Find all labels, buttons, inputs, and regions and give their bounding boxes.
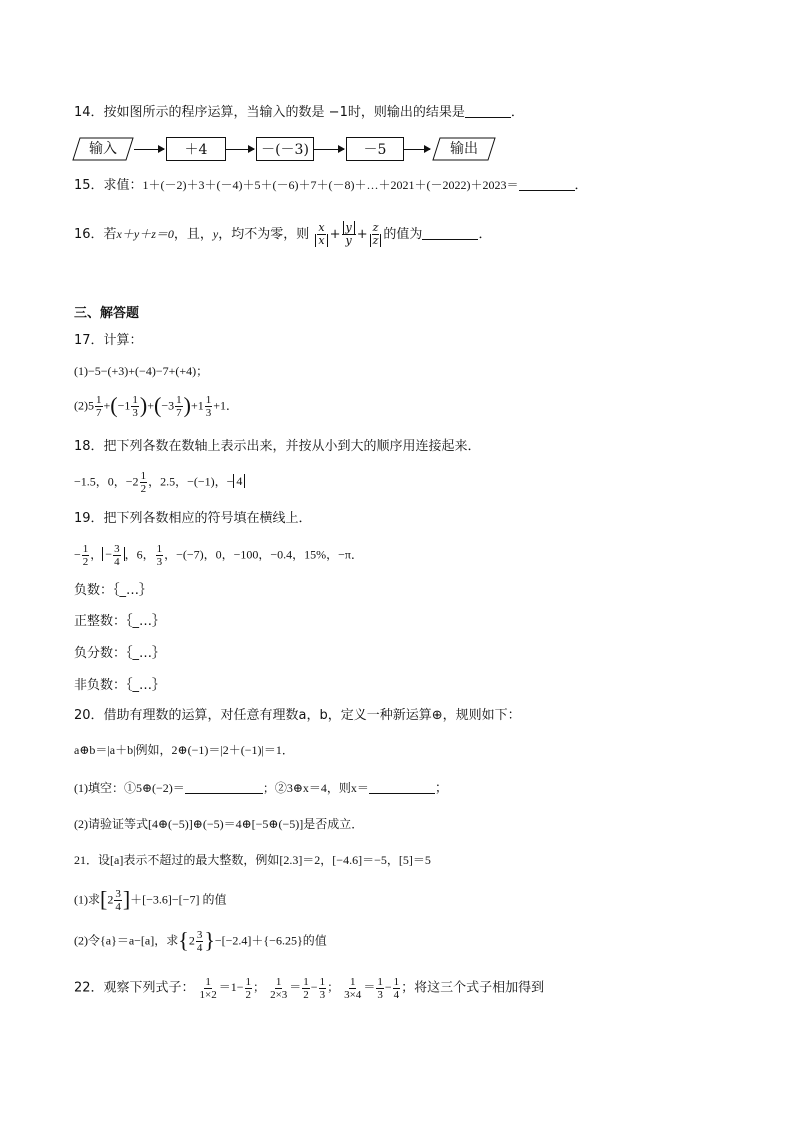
frac-x-absx: $\frac{x}{x}$ [314, 222, 328, 247]
set-non-negative: 非负数：｛_…｝ [74, 678, 166, 693]
q17-title: 17．计算： [74, 333, 143, 348]
q20-title: 20．借助有理数的运算，对任意有理数a，b，定义一种新运算⊕，规则如下： [74, 708, 521, 723]
q20-part1: (1)填空：①5⊕(−2)＝ ；②3⊕x＝4，则x＝ ； [74, 781, 448, 796]
flow-step-minus-neg3: －(－3) [256, 137, 314, 161]
q20-part2: (2)请验证等式[4⊕(−5)]⊕(−5)＝4⊕[−5⊕(−5)]是否成立． [74, 817, 364, 831]
q14-blank[interactable] [465, 104, 511, 118]
flow-step-plus4: ＋4 [166, 137, 226, 161]
q17-part2: (2)5 $\frac{1}{7}$ +(−1 $\frac{1}{3}$ )+(−3 $\frac{1}{7}$ )+1 $\frac{1}{3}$ +1． [74, 392, 239, 419]
set-positive-integer: 正整数：｛_…｝ [74, 614, 166, 629]
q18-numbers: −1.5，0，−2 $\frac{1}{2}$ ，2.5，−(−1)，− 4 [74, 470, 245, 495]
q16-text: 16．若x＋y＋z＝0，且，y，均不为零，则 $\frac{x}{x}$ + $\frac{y}{y}$ + $\frac{z}{z}$ 的值为 ． [74, 221, 492, 247]
q15-text: 15．求值：1＋(－2)＋3＋(－4)＋5＋(－6)＋7＋(－8)＋…＋2021＋(－2022)＋2023＝ ． [74, 178, 588, 193]
q22-text: 22．观察下列式子： $\frac{1}{1\times 2}$ ＝1− $\frac{1}{2}$ ； $\frac{1}{2\times 3}$ ＝ $\frac{1}{2}$ − $\frac{1}{3}$ ； $\frac{1}{3\times 4}$ ＝ $\frac{1}{3}$ − $\frac{1}{4}$ ；将这三个式子相加得到 [74, 976, 545, 1001]
q21-title: 21．设[a]表示不超过的最大整数，例如[2.3]＝2，[−4.6]＝−5，[5]＝5 [74, 853, 431, 867]
q14-text: 14．按如图所示的程序运算，当输入的数是 −1时，则输出的结果是 ． [74, 105, 524, 120]
q21-part1: (1)求[2 $\frac{3}{4}$ ]＋[−3.6]−[−7] 的值 [74, 886, 227, 913]
q19-numbers: − $\frac{1}{2}$ ， − $\frac{3}{4}$ ，6， $\frac{1}{3}$ ，−(−7)，0，−100，−0.4，15%，−π． [74, 543, 363, 568]
set-negative-fraction: 负分数：｛_…｝ [74, 646, 166, 661]
flow-arrow-2 [226, 149, 254, 150]
q21-part2: (2)令{a}＝a−[a]，求{2 $\frac{3}{4}$ }−[−2.4]＋{−6.25}的值 [74, 927, 327, 954]
flow-input: 输入 [72, 137, 134, 159]
flow-arrow-1 [134, 149, 164, 150]
flow-step-minus5: －5 [346, 137, 404, 161]
q20-blank-1[interactable] [185, 780, 263, 794]
set-negative: 负数：｛_…｝ [74, 583, 153, 598]
q19-title: 19．把下列各数相应的符号填在横线上． [74, 511, 312, 526]
q18-title: 18．把下列各数在数轴上表示出来，并按从小到大的顺序用连接起来． [74, 439, 481, 454]
flow-arrow-3 [314, 149, 344, 150]
flow-output: 输出 [432, 137, 496, 159]
q17-part1: (1)−5−(+3)+(−4)−7+(+4)； [74, 364, 209, 378]
frac-absy-y: $\frac{y}{y}$ [342, 222, 356, 247]
q16-blank[interactable] [422, 226, 478, 240]
flow-arrow-4 [404, 149, 430, 150]
q20-rule: a⊕b＝|a＋b|例如，2⊕(−1)＝|2＋(−1)|＝1． [74, 743, 294, 757]
q15-blank[interactable] [519, 177, 575, 191]
q20-blank-2[interactable] [369, 780, 435, 794]
section-heading: 三、解答题 [74, 306, 140, 321]
frac-z-absz: $\frac{z}{z}$ [369, 222, 383, 247]
